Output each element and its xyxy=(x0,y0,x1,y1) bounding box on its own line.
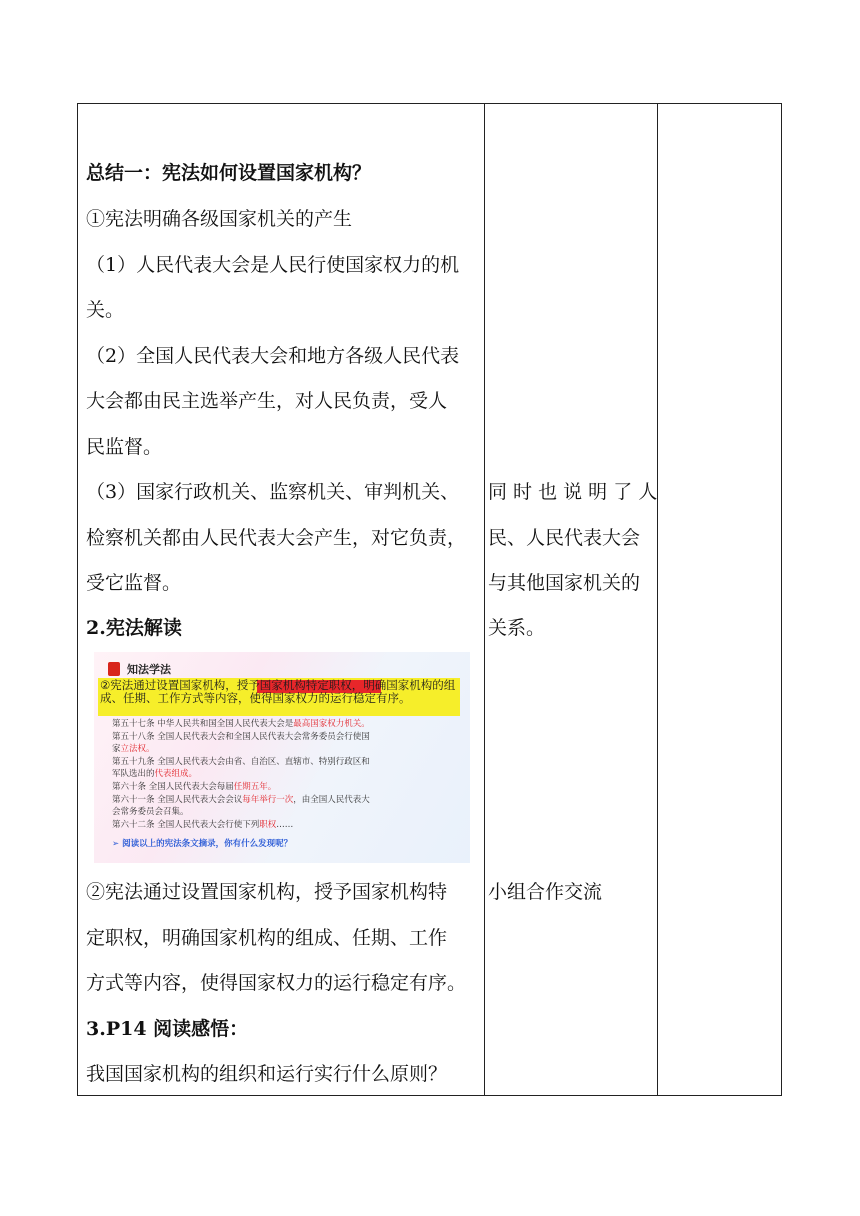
column-divider-1 xyxy=(484,104,485,1095)
item-2-line-1: （2）全国人民代表大会和地方各级人民代表 xyxy=(86,345,460,367)
point-2-line-3: 方式等内容，使得国家权力的运行稳定有序。 xyxy=(86,972,467,994)
slide-question: ➢ 阅读以上的宪法条文摘录，你有什么发现呢？ xyxy=(112,839,293,849)
activity-note: 小组合作交流 xyxy=(488,881,603,903)
note-line-3: 与其他国家机关的 xyxy=(488,572,641,594)
article-59-cont: 军队选出的代表组成。 xyxy=(112,769,198,779)
article-60: 第六十条 全国人民代表大会每届任期五年。 xyxy=(112,782,277,792)
slide-main-text xyxy=(100,679,460,705)
slide-main-a: ②宪法通过设置国家机构， xyxy=(100,678,237,692)
summary-heading: 总结一：宪法如何设置国家机构？ xyxy=(86,162,372,184)
principle-question: 我国国家机构的组织和运行实行什么原则？ xyxy=(86,1063,448,1085)
slide-main-c: 明确国家机构的组成、任期、工作方式等内容，使得国家权力的运行稳定有序。 xyxy=(100,678,456,705)
item-2-line-2: 大会都由民主选举产生，对人民负责，受人 xyxy=(86,390,448,412)
section-3-heading: 3.P14 阅读感悟： xyxy=(86,1018,249,1040)
slide-title: 知法学法 xyxy=(127,663,171,676)
article-62: 第六十二条 全国人民代表大会行使下列职权…… xyxy=(112,820,294,830)
lesson-table xyxy=(77,103,782,1096)
article-57: 第五十七条 中华人民共和国全国人民代表大会是最高国家权力机关。 xyxy=(112,719,370,729)
section-2-heading: 2.宪法解读 xyxy=(86,617,182,639)
item-3-line-3: 受它监督。 xyxy=(86,572,182,594)
note-line-2: 民、人民代表大会 xyxy=(488,527,641,549)
note-line-1: 同 时 也 说 明 了 人 xyxy=(488,481,658,503)
article-59: 第五十九条 全国人民代表大会由省、自治区、直辖市、特别行政区和 xyxy=(112,757,370,767)
article-61: 第六十一条 全国人民代表大会会议每年举行一次，由全国人民代表大 xyxy=(112,795,370,805)
item-1-line-2: 关。 xyxy=(86,299,125,321)
item-1-line-1: （1）人民代表大会是人民行使国家权力的机 xyxy=(86,254,460,276)
item-3-line-1: （3）国家行政机关、监察机关、审判机关、 xyxy=(86,481,460,503)
article-58: 第五十八条 全国人民代表大会和全国人民代表大会常务委员会行使国 xyxy=(112,732,370,742)
note-line-4: 关系。 xyxy=(488,617,546,639)
column-divider-2 xyxy=(657,104,658,1095)
item-2-line-3: 民监督。 xyxy=(86,436,163,458)
article-61-cont: 会常务委员会召集。 xyxy=(112,807,189,817)
article-58-cont: 家立法权。 xyxy=(112,744,155,754)
slide-image xyxy=(94,652,470,863)
slide-main-b: 授予国家机构特定职权， xyxy=(236,678,364,692)
point-2-line-1: ②宪法通过设置国家机构，授予国家机构特 xyxy=(86,881,448,903)
point-1: ①宪法明确各级国家机关的产生 xyxy=(86,208,353,230)
flag-icon xyxy=(108,662,120,676)
point-2-line-2: 定职权，明确国家机构的组成、任期、工作 xyxy=(86,927,448,949)
item-3-line-2: 检察机关都由人民代表大会产生，对它负责， xyxy=(86,527,467,549)
